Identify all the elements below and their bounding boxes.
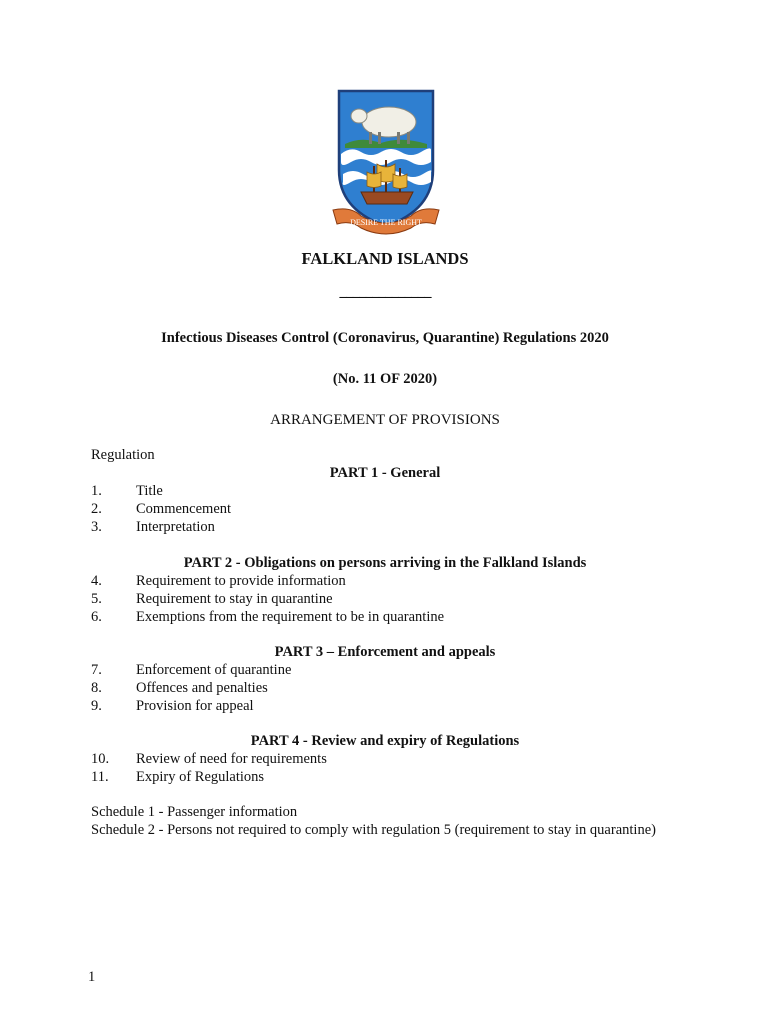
provision-text: Review of need for requirements [136,751,327,767]
arrangement-heading: ARRANGEMENT OF PROVISIONS [270,412,500,428]
provision-number: 7. [91,662,102,678]
regulations-title: Infectious Diseases Control (Coronavirus, Quarantine) Regulations 2020 [161,330,609,346]
provision-number: 9. [91,698,102,714]
provision-item [91,662,291,679]
provision-number: 10. [91,751,110,767]
provision-text: Enforcement of quarantine [136,662,292,678]
provision-item [91,519,215,536]
provision-item [91,680,268,697]
provision-item [91,751,327,768]
provision-number: 3. [91,519,102,535]
part-heading: PART 2 - Obligations on persons arriving in the Falkland Islands [183,555,587,571]
provision-item [91,483,163,500]
provision-item [91,501,231,518]
part-heading: PART 3 – Enforcement and appeals [274,644,496,660]
regulation-column-label: Regulation [91,447,155,463]
provision-number: 2. [91,501,102,517]
provision-number: 1. [91,483,102,499]
provision-item [91,609,444,626]
schedule-item: Schedule 1 - Passenger information [91,804,298,820]
provision-number: 5. [91,591,102,607]
provision-text: Title [136,483,163,499]
provision-number: 8. [91,680,102,696]
provision-item [91,698,254,715]
provision-item [91,769,264,786]
provision-text: Requirement to provide information [136,573,346,589]
falkland-coat-of-arms-icon [331,88,441,236]
part-heading: PART 1 - General [329,465,441,481]
provision-text: Commencement [136,501,232,517]
part-heading: PART 4 - Review and expiry of Regulations [250,733,520,749]
provision-text: Offences and penalties [136,680,268,696]
provision-number: 4. [91,573,102,589]
provision-text: Provision for appeal [136,698,254,714]
provision-number: 6. [91,609,102,625]
title-rule: ______________ [339,284,431,300]
provision-number: 11. [91,769,109,785]
provision-item [91,591,333,608]
provision-text: Interpretation [136,519,215,535]
provision-text: Requirement to stay in quarantine [136,591,333,607]
provision-text: Expiry of Regulations [136,769,265,785]
regulations-number: (No. 11 OF 2020) [332,371,438,387]
schedule-item: Schedule 2 - Persons not required to comply with regulation 5 (requirement to stay in quarantine) [91,822,656,838]
page-number: 1 [88,969,96,985]
provision-item [91,573,346,590]
provision-text: Exemptions from the requirement to be in quarantine [136,609,445,625]
crest-motto: DESIRE THE RIGHT [350,218,422,227]
document-title: FALKLAND ISLANDS [301,249,469,268]
